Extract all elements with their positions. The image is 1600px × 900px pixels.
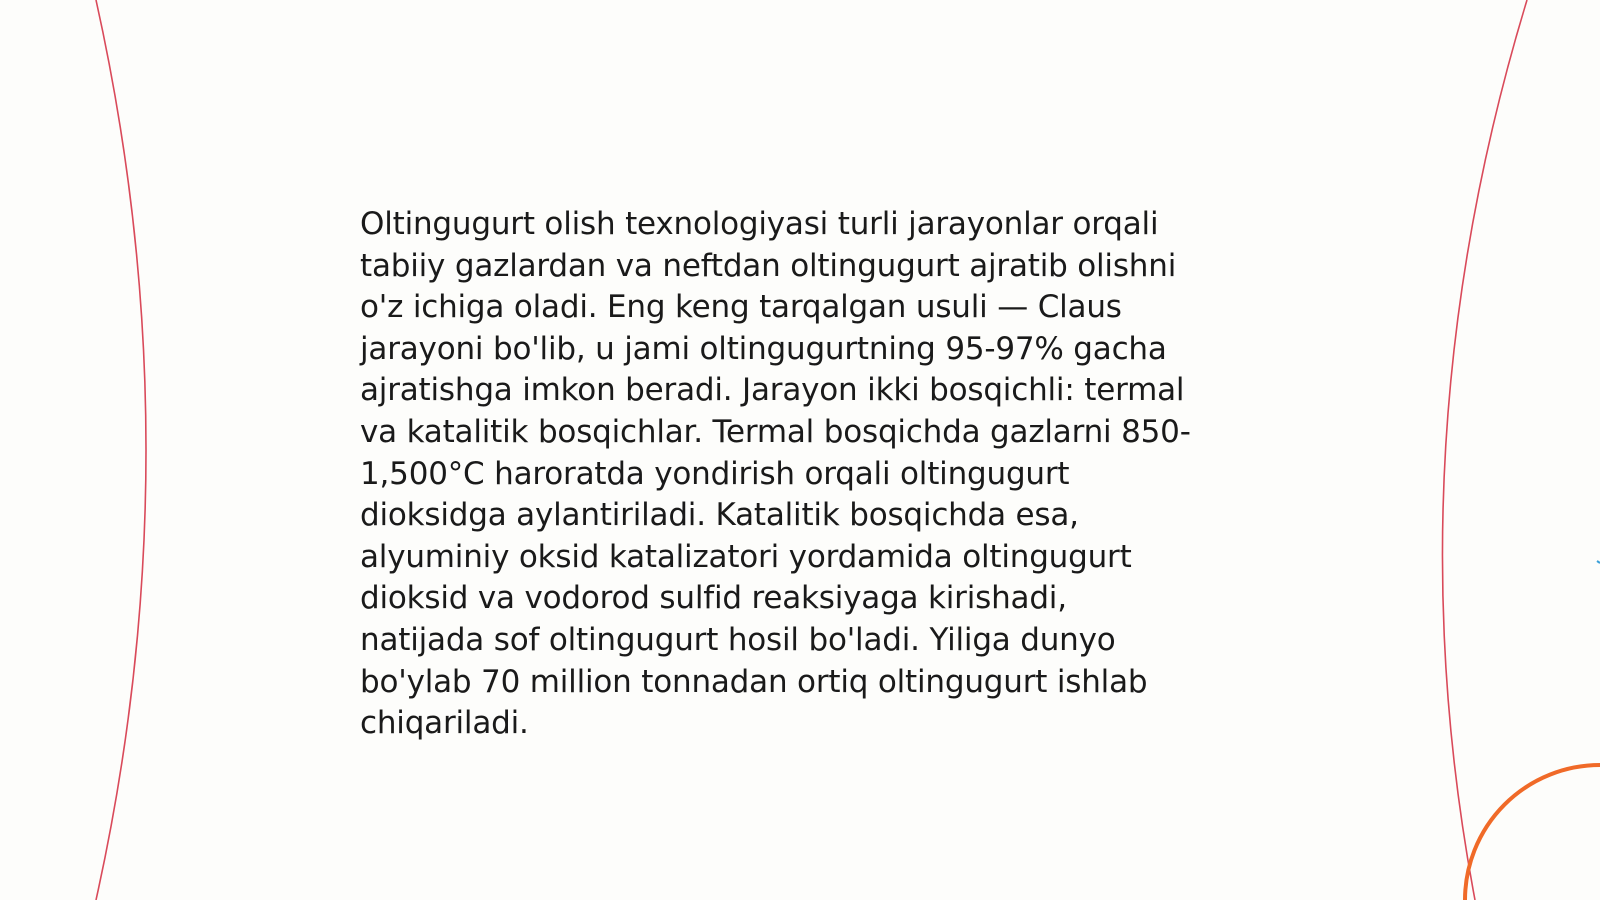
orange-arc-circle bbox=[1465, 765, 1600, 900]
left-curve-line bbox=[96, 0, 146, 900]
right-curve-line bbox=[1442, 0, 1527, 900]
body-paragraph: Oltingugurt olish texnologiyasi turli jarayonlar orqali tabiiy gazlardan va neftdan oltingugurt ajratib olishni o'z ichiga oladi. Eng keng tarqalgan usuli — Claus jarayoni bo'lib, u jami oltingugurtning 95-97% gacha ajratishga imkon beradi. Jarayon ikki bosqichli: termal va katalitik bosqichlar. Termal bosqichda gazlarni 850- 1,500°C haroratda yondirish orqali oltingugurt dioksidga aylantiriladi. Katalitik bosqichda esa, alyuminiy oksid katalizatori yordamida oltingugurt dioksid va vodorod sulfid reaksiyaga kirishadi, natijada sof oltingugurt hosil bo'ladi. Yiliga dunyo bo'ylab 70 million tonnadan ortiq oltingugurt ishlab chiqariladi. bbox=[360, 206, 1191, 742]
